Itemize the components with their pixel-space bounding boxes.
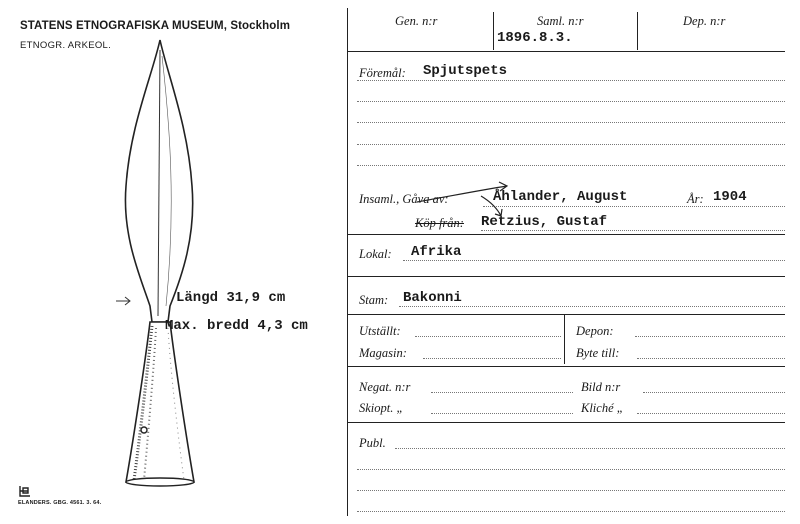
- insaml-value: Åhlander, August: [493, 189, 628, 205]
- spearhead-illustration: [100, 36, 210, 496]
- negat-nr-label: Negat. n:r: [359, 380, 411, 394]
- lokal-value: Afrika: [411, 244, 462, 260]
- dep-nr-label: Dep. n:r: [683, 14, 726, 28]
- museum-name: STATENS ETNOGRAFISKA MUSEUM,: [20, 20, 228, 32]
- ar-value: 1904: [713, 189, 747, 205]
- foremal-value: Spjutspets: [423, 63, 508, 79]
- skiopt-label: Skiopt. „: [359, 401, 404, 415]
- bild-nr-label: Bild n:r: [581, 380, 621, 394]
- kop-fran-value: Retzius, Gustaf: [481, 214, 608, 230]
- handwritten-arrow-icon: [411, 176, 521, 226]
- saml-nr-value: 1896.8.3.: [497, 30, 573, 46]
- lokal-label: Lokal:: [359, 247, 392, 261]
- publ-label: Publ.: [359, 436, 386, 450]
- saml-nr-label: Saml. n:r: [537, 14, 584, 28]
- magasin-label: Magasin:: [359, 346, 407, 360]
- printer-logo-icon: [18, 484, 32, 498]
- kliche-label: Kliché „: [581, 401, 624, 415]
- utstallt-label: Utställt:: [359, 324, 401, 338]
- length-measurement: Längd 31,9 cm: [176, 290, 286, 306]
- museum-title: [20, 20, 290, 32]
- arrow-pointer-icon: [116, 297, 130, 305]
- ar-label: År:: [687, 192, 704, 206]
- gen-nr-label: Gen. n:r: [395, 14, 438, 28]
- insaml-label: Insaml., Gåva av:: [359, 192, 449, 206]
- museum-city: Stockholm: [230, 20, 291, 32]
- stam-label: Stam:: [359, 293, 389, 307]
- byte-till-label: Byte till:: [576, 346, 620, 360]
- width-measurement: Max. bredd 4,3 cm: [165, 318, 308, 334]
- depon-label: Depon:: [576, 324, 614, 338]
- printer-imprint: ELANDERS. GBG. 4561. 3. 64.: [18, 500, 102, 506]
- kop-fran-label: Köp från:: [415, 216, 464, 230]
- department-label: ETNOGR. ARKEOL.: [20, 40, 112, 51]
- foremal-label: Föremål:: [359, 66, 406, 80]
- stam-value: Bakonni: [403, 290, 462, 306]
- catalog-card: [347, 8, 789, 516]
